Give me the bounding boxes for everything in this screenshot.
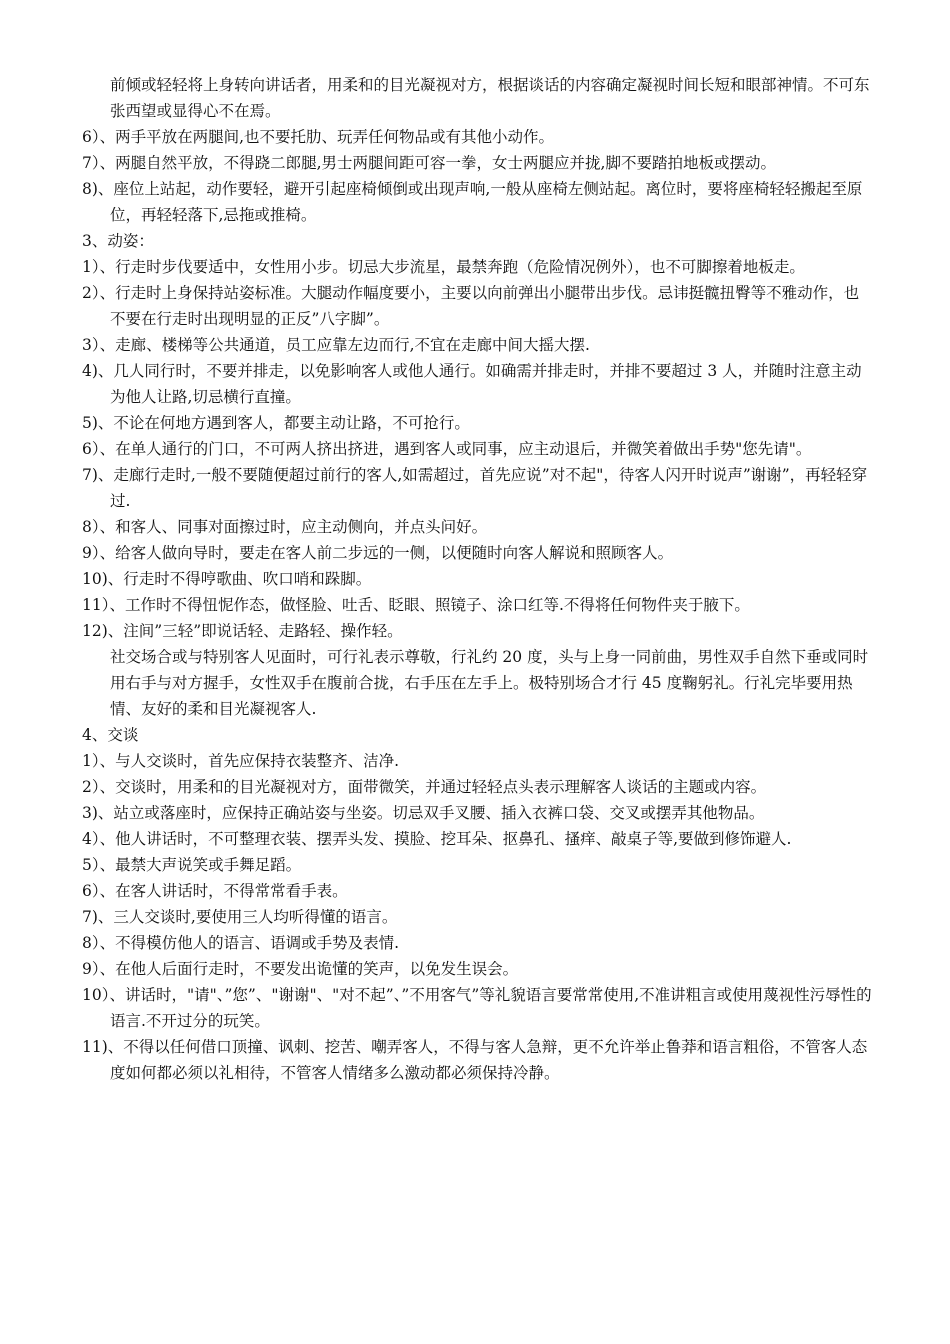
list-item: 6）、两手平放在两腿间,也不要托肋、玩弄任何物品或有其他小动作。 — [82, 128, 555, 146]
list-item: 9）、给客人做向导时，要走在客人前二步远的一侧，以便随时向客人解说和照顾客人。 — [82, 544, 674, 562]
list-item: 5）、最禁大声说笑或手舞足蹈。 — [82, 856, 302, 874]
list-item: 4)、几人同行时，不要并排走，以免影响客人或他人通行。如确需并排走时，并排不要超过 3 人，并随时注意主动为他人让路,切忌横行直撞。 — [82, 362, 862, 406]
list-item: 1）、行走时步伐要适中，女性用小步。切忌大步流星，最禁奔跑（危险情况例外），也不可脚擦着地板走。 — [82, 258, 805, 276]
list-item: 6）、在单人通行的门口，不可两人挤出挤进，遇到客人或同事，应主动退后，并微笑着做出手势"您先请"。 — [82, 440, 812, 458]
section-heading: 4、交谈 — [82, 726, 139, 744]
section-heading: 3、动姿： — [82, 232, 154, 250]
list-item: 4）、他人讲话时，不可整理衣装、摆弄头发、摸脸、挖耳朵、抠鼻孔、搔痒、敲桌子等,要做到修饰避人. — [82, 830, 792, 848]
list-item: 7)、走廊行走时,一般不要随便超过前行的客人,如需超过，首先应说”对不起"，待客人闪开时说声”谢谢”，再轻轻穿过. — [82, 466, 868, 510]
document-body — [82, 72, 872, 1086]
list-item: 8）、不得模仿他人的语言、语调或手势及表情. — [82, 934, 400, 952]
list-item: 3）、走廊、楼梯等公共通道，员工应靠左边而行,不宜在走廊中间大摇大摆. — [82, 336, 590, 354]
list-item: 10）、讲话时，"请"、”您”、"谢谢"、"对不起”、”不用客气”等礼貌语言要常常使用,不准讲粗言或使用蔑视性污辱性的语言.不开过分的玩笑。 — [82, 986, 872, 1030]
list-item: 2）、行走时上身保持站姿标准。大腿动作幅度要小，主要以向前弹出小腿带出步伐。忌讳挺髋扭臀等不雅动作，也不要在行走时出现明显的正反”八字脚”。 — [82, 284, 860, 328]
list-item: 6）、在客人讲话时，不得常常看手表。 — [82, 882, 348, 900]
list-item: 1）、与人交谈时，首先应保持衣装整齐、洁净. — [82, 752, 400, 770]
list-item: 8）、和客人、同事对面擦过时，应主动侧向，并点头问好。 — [82, 518, 488, 536]
list-item: 10)、行走时不得哼歌曲、吹口哨和跺脚。 — [82, 570, 372, 588]
list-item: 8)、座位上站起，动作要轻，避开引起座椅倾倒或出现声响,一般从座椅左侧站起。离位时，要将座椅轻轻搬起至原位，再轻轻落下,忌拖或推椅。 — [82, 180, 863, 224]
paragraph-continuation: 前倾或轻轻将上身转向讲话者，用柔和的目光凝视对方，根据谈话的内容确定凝视时间长短和眼部神情。不可东张西望或显得心不在焉。 — [110, 76, 870, 120]
list-item: 3)、站立或落座时，应保持正确站姿与坐姿。切忌双手叉腰、插入衣裤口袋、交叉或摆弄其他物品。 — [82, 804, 765, 822]
list-item: 2）、交谈时，用柔和的目光凝视对方，面带微笑，并通过轻轻点头表示理解客人谈话的主题或内容。 — [82, 778, 767, 796]
list-item: 5)、不论在何地方遇到客人，都要主动让路，不可抢行。 — [82, 414, 470, 432]
list-item: 9）、在他人后面行走时，不要发出诡懂的笑声，以免发生误会。 — [82, 960, 519, 978]
list-item: 7)、三人交谈时,要使用三人均听得懂的语言。 — [82, 908, 398, 926]
list-item: 12)、注间”三轻”即说话轻、走路轻、操作轻。 — [82, 622, 403, 640]
body-paragraph: 社交场合或与特别客人见面时，可行礼表示尊敬，行礼约 20 度，头与上身一同前曲，男性双手自然下垂或同时用右手与对方握手，女性双手在腹前合拢，右手压在左手上。极特别场合才行 45 度鞠躬礼。行礼完毕要用热情、友好的柔和目光凝视客人. — [110, 648, 869, 718]
list-item: 11)、不得以任何借口顶撞、讽刺、挖苦、嘲弄客人，不得与客人急辩，更不允许举止鲁莽和语言粗俗，不管客人态度如何都必须以礼相待，不管客人情绪多么激动都必须保持冷静。 — [82, 1038, 868, 1082]
list-item: 7）、两腿自然平放，不得跷二郎腿,男士两腿间距可容一拳，女士两腿应并拢,脚不要踏拍地板或摆动。 — [82, 154, 776, 172]
list-item: 11）、工作时不得忸怩作态，做怪脸、吐舌、眨眼、照镜子、涂口红等.不得将任何物件夹于腋下。 — [82, 596, 750, 614]
